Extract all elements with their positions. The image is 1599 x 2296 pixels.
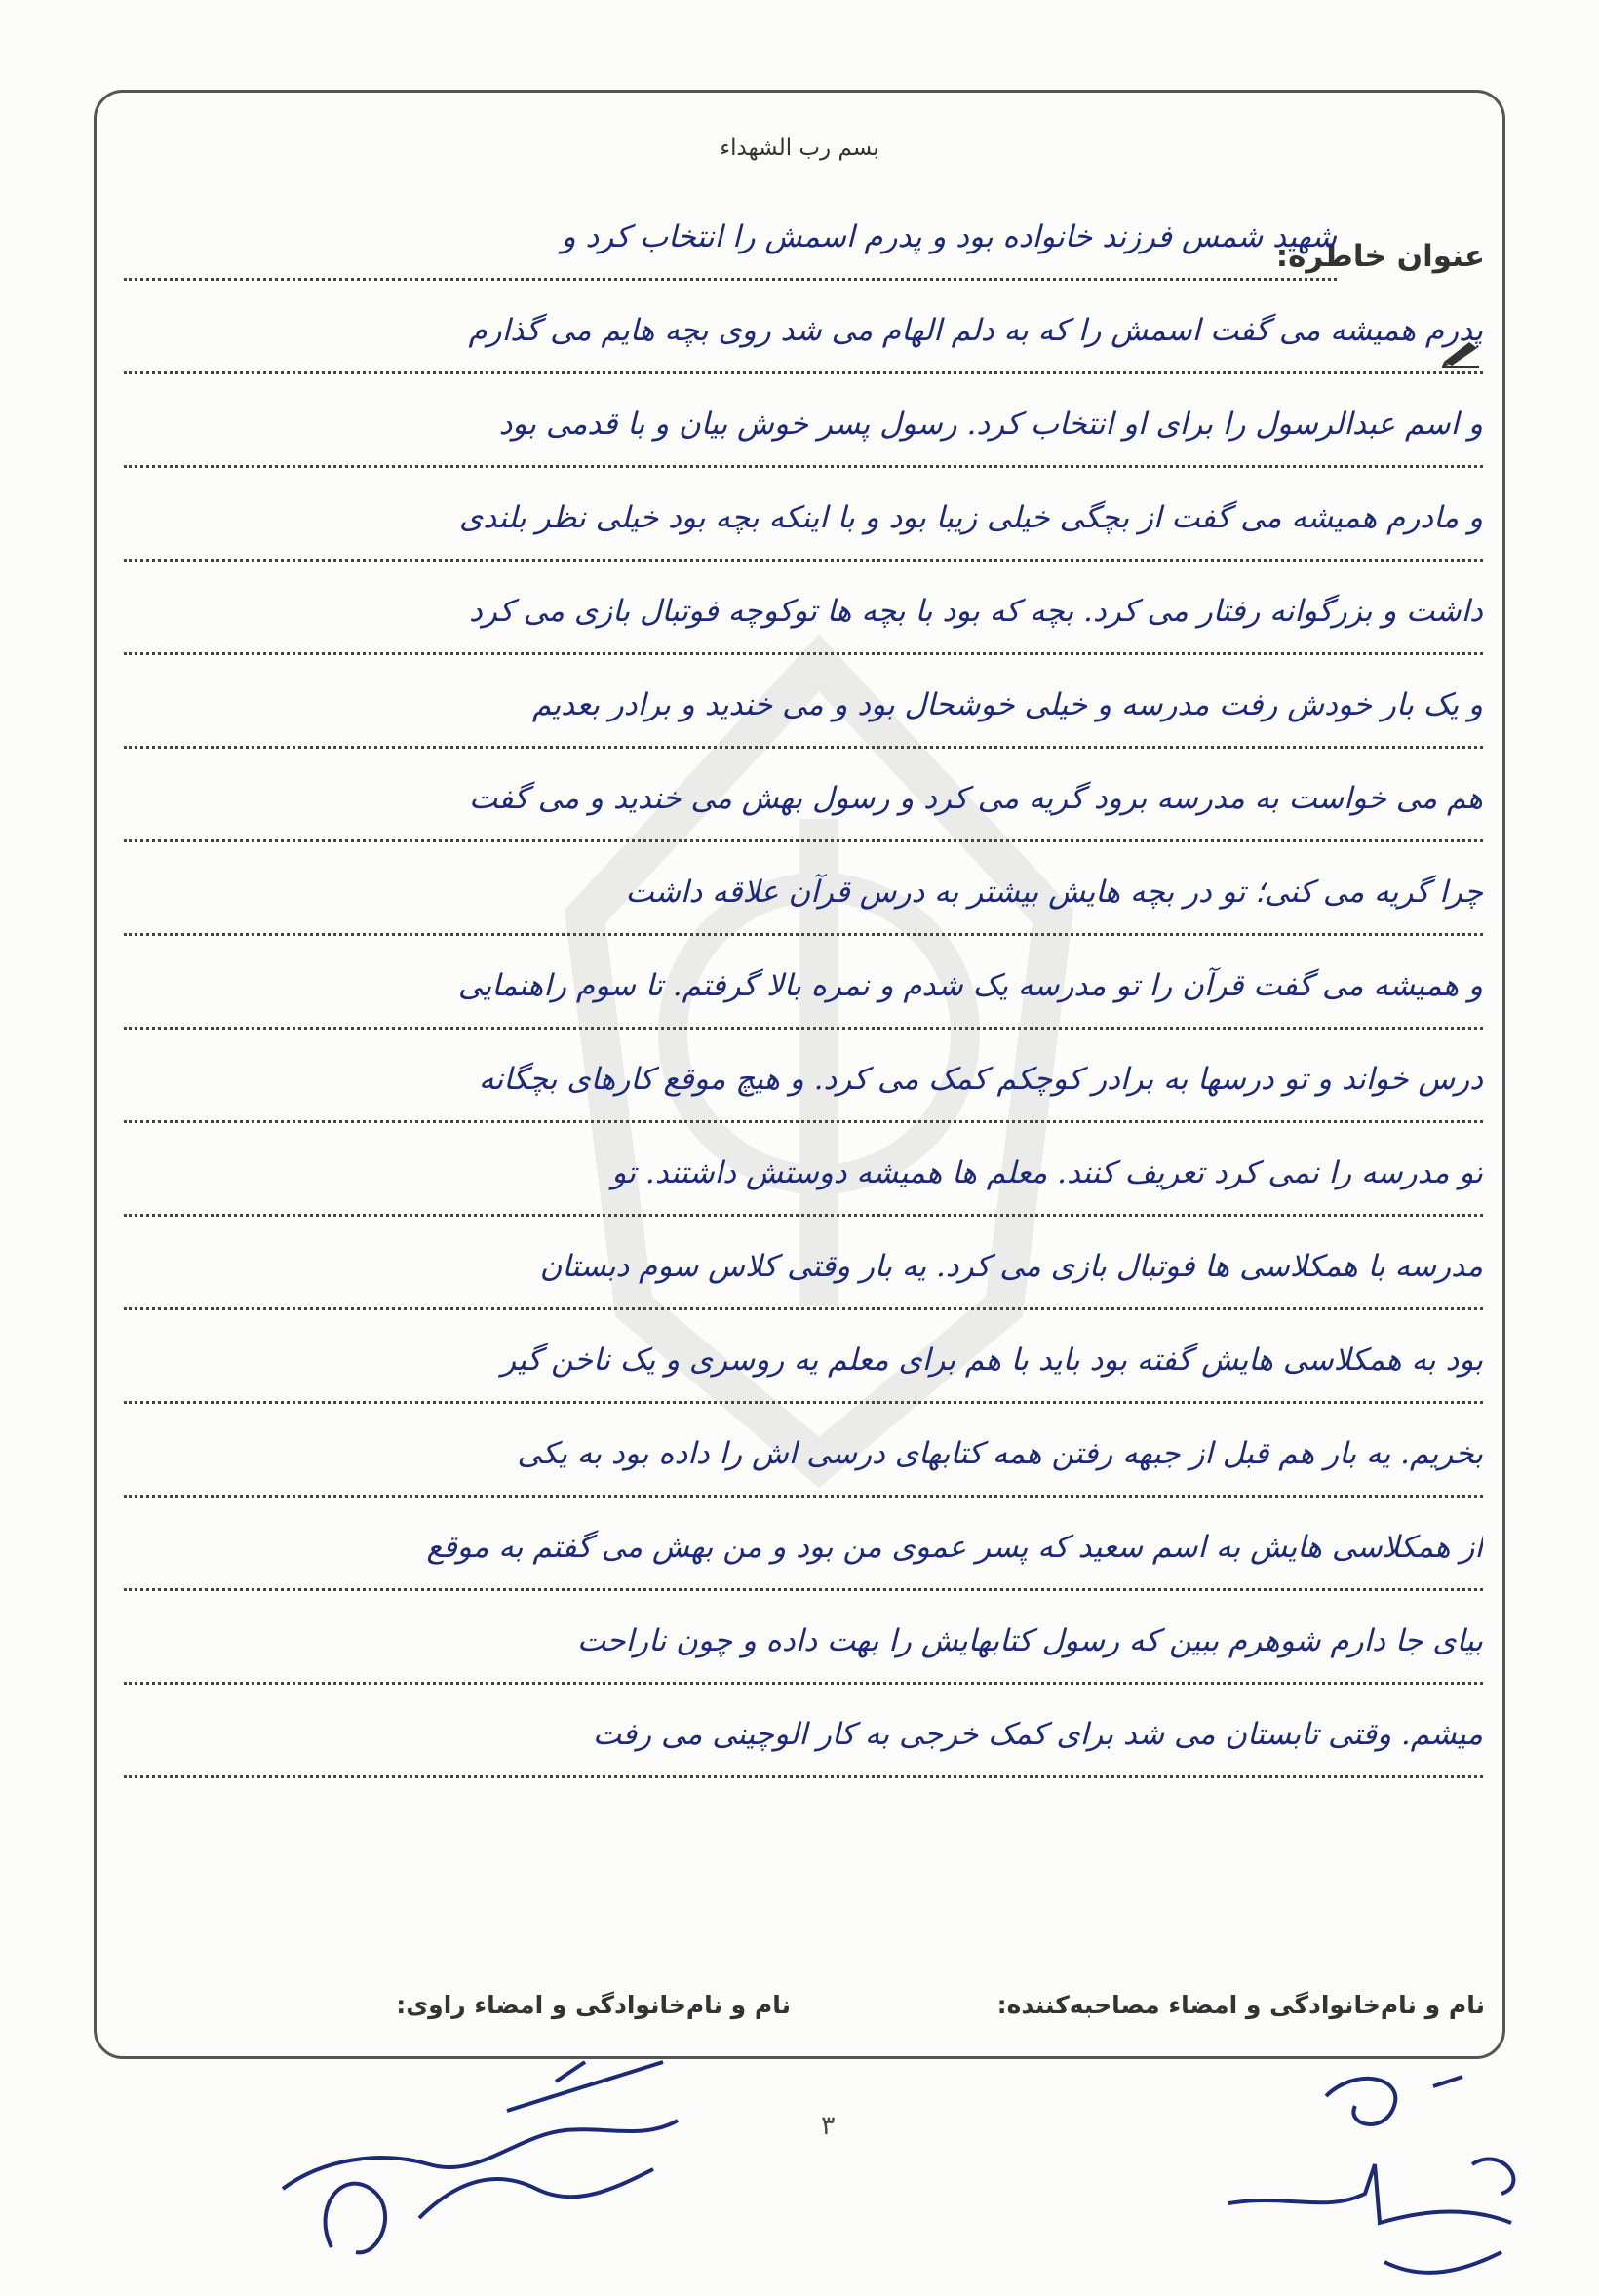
handwritten-line-4: و مادرم همیشه می گفت از بچگی خیلی زیبا بود و با اینکه بچه بود خیلی نظر بلندی [124,488,1483,562]
handwritten-line-12: مدرسه با همکلاسی ها فوتبال بازی می کرد. یه بار وقتی کلاس سوم دبستان [124,1237,1483,1310]
narrator-signature [263,2043,692,2296]
handwritten-line-7: هم می خواست به مدرسه برود گریه می کرد و رسول بهش می خندید و می گفت [124,769,1483,842]
handwritten-line-2: پدرم همیشه می گفت اسمش را که به دلم الهام می شد روی بچه هایم می گذارم [124,301,1483,374]
handwritten-line-8: چرا گریه می کنی؛ تو در بچه هایش بیشتر به درس قرآن علاقه داشت [124,863,1483,936]
handwritten-line-6: و یک بار خودش رفت مدرسه و خیلی خوشحال بود و می خندید و برادر بعدیم [124,676,1483,749]
interviewer-signature [1209,2057,1560,2291]
page-number: ۳ [821,2111,836,2141]
form-header: بسم رب الشهداء [720,136,879,161]
narrator-signature-label: نام و نام‌خانوادگی و امضاء راوی: [396,1991,791,2019]
memoir-title-label: عنوان خاطره: [1275,239,1485,274]
handwritten-line-5: داشت و بزرگوانه رفتار می کرد. بچه که بود با بچه ها توکوچه فوتبال بازی می کرد [124,582,1483,655]
handwritten-line-11: تو مدرسه را نمی کرد تعریف کنند. معلم ها همیشه دوستش داشتند. تو [124,1144,1483,1217]
handwritten-line-1: شهید شمس فرزند خانواده بود و پدرم اسمش را انتخاب کرد و [124,208,1337,281]
handwritten-line-14: بخریم. یه بار هم قبل از جبهه رفتن همه کتابهای درسی اش را داده بود به یکی [124,1424,1483,1498]
handwritten-line-16: بیای جا دارم شوهرم ببین که رسول کتابهایش را بهت داده و چون ناراحت [124,1612,1483,1685]
handwritten-line-13: بود به همکلاسی هایش گفته بود باید با هم برای معلم یه روسری و یک ناخن گیر [124,1331,1483,1404]
handwritten-line-9: و همیشه می گفت قرآن را تو مدرسه یک شدم و نمره بالا گرفتم. تا سوم راهنمایی [124,956,1483,1030]
interviewer-signature-label: نام و نام‌خانوادگی و امضاء مصاحبه‌کننده: [996,1991,1485,2019]
handwritten-line-3: و اسم عبدالرسول را برای او انتخاب کرد. رسول پسر خوش بیان و با قدمی بود [124,395,1483,468]
handwritten-line-17: میشم. وقتی تابستان می شد برای کمک خرجی به کار الوچینی می رفت [124,1705,1483,1778]
handwritten-line-10: درس خواند و تو درسها به برادر کوچکم کمک می کرد. و هیچ موقع کارهای بچگانه [124,1050,1483,1123]
handwritten-line-15: از همکلاسی هایش به اسم سعید که پسر عموی من بود و من بهش می گفتم به موقع [124,1518,1483,1591]
memoir-form [94,90,1505,2059]
